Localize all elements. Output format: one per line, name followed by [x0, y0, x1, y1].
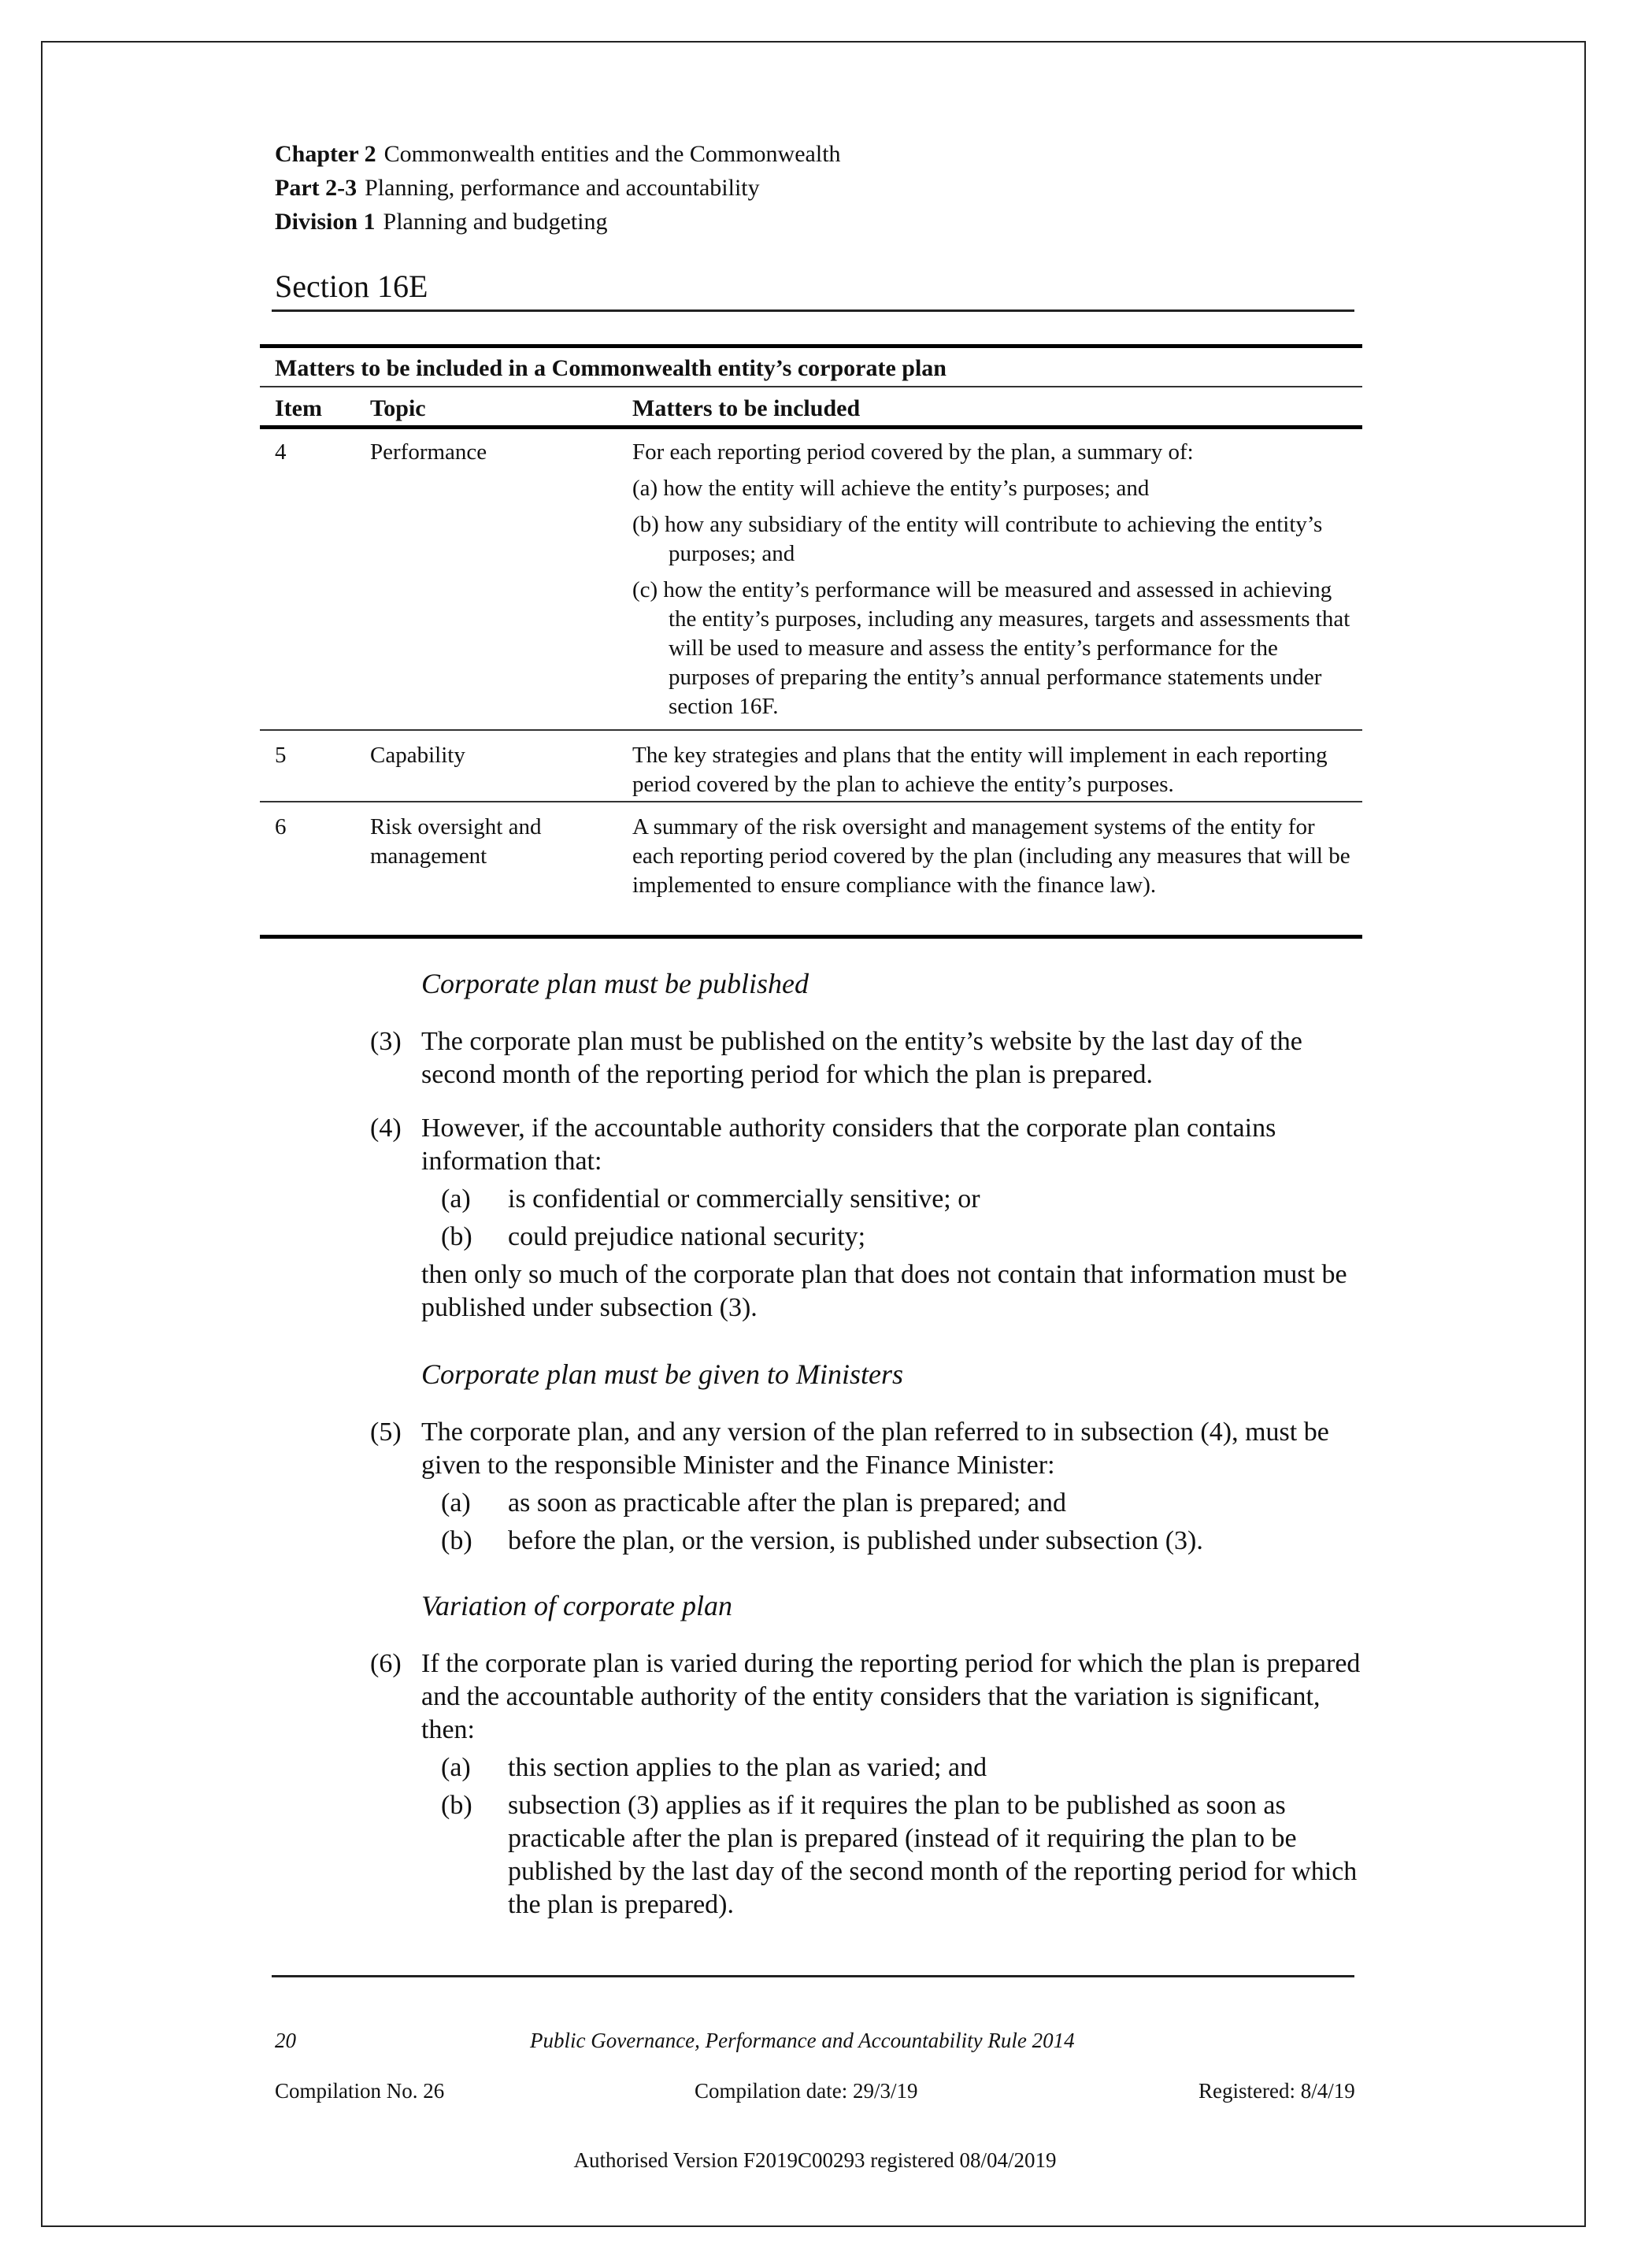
subsection-number: (3) — [370, 1027, 402, 1056]
row-subitem: (c) how the entity’s performance will be measured and assessed in achieving the entity’s purposes, including any measures, targets and assessments that will be used to measure and assess the entity’s performance for the purposes of preparing the entity’s annual performance statements under section 16F. — [632, 577, 1350, 719]
subsection-number: (6) — [370, 1649, 402, 1678]
footer-title: Public Governance, Performance and Accountability Rule 2014 — [530, 2029, 1075, 2052]
paragraph-b: (b) before the plan, or the version, is published under subsection (3). — [441, 1526, 1203, 1555]
paragraph-b: (b) subsection (3) applies as if it requires the plan to be published as soon as practicable after the plan is prepared (instead of it requiring the plan to be published by the last day of the second month of the reporting period for which the plan is prepared). — [441, 1791, 1358, 1919]
division-header: Division 1 Planning and budgeting — [275, 209, 608, 235]
row-subitem: (a) how the entity will achieve the entity’s purposes; and — [632, 476, 1150, 501]
table-row-rule — [260, 729, 1362, 731]
table-cell-topic: Performance — [370, 439, 487, 465]
table-top-rule — [260, 344, 1362, 348]
page-number: 20 — [275, 2029, 296, 2052]
subsection-6 — [370, 1647, 1370, 1922]
subsection-number: (4) — [370, 1114, 402, 1143]
paragraph-a: (a) this section applies to the plan as varied; and — [441, 1753, 987, 1782]
subsection-number: (5) — [370, 1418, 402, 1447]
authorised-version: Authorised Version F2019C00293 registered 08/04/2019 — [573, 2148, 1057, 2172]
table-cell-item: 5 — [275, 743, 287, 768]
subsection-4 — [370, 1112, 1370, 1325]
table-cell-matters: A summary of the risk oversight and management systems of the entity for each reporting period covered by the plan (including any measures that will be implemented to ensure compliance with the finance law). — [632, 814, 1350, 898]
registered-date: Registered: 8/4/19 — [1198, 2079, 1355, 2103]
subsection-3 — [370, 1025, 1370, 1091]
column-header-item: Item — [275, 395, 322, 421]
paragraph-a: (a) as soon as practicable after the plan is prepared; and — [441, 1488, 1066, 1518]
table-cell-matters: The key strategies and plans that the entity will implement in each reporting period covered by the plan to achieve the entity’s purposes. — [632, 743, 1328, 797]
heading-variation: Variation of corporate plan — [421, 1590, 732, 1621]
subsection-text: The corporate plan must be published on the entity’s website by the last day of the second month of the reporting period for which the plan is prepared. — [421, 1027, 1302, 1089]
column-header-topic: Topic — [370, 395, 426, 421]
section-rule — [272, 309, 1354, 312]
section-title: Section 16E — [275, 269, 428, 304]
row-subitem: (b) how any subsidiary of the entity will contribute to achieving the entity’s purposes; and — [632, 512, 1323, 566]
table-caption-rule — [260, 386, 1362, 387]
heading-ministers: Corporate plan must be given to Ministers — [421, 1358, 903, 1390]
table-cell-matters — [632, 438, 1361, 728]
table-row-rule — [260, 801, 1362, 802]
row-intro: For each reporting period covered by the plan, a summary of: — [632, 439, 1194, 465]
footer-rule — [272, 1975, 1354, 1977]
compilation-number: Compilation No. 26 — [275, 2079, 445, 2103]
compilation-date: Compilation date: 29/3/19 — [695, 2079, 918, 2103]
table-caption: Matters to be included in a Commonwealth entity’s corporate plan — [275, 355, 947, 381]
table-cell-topic: Capability — [370, 743, 465, 768]
table-cell-topic: Risk oversight and management — [370, 814, 542, 869]
part-header: Part 2-3 Planning, performance and accountability — [275, 175, 760, 201]
table-bottom-rule — [260, 935, 1362, 939]
chapter-header: Chapter 2 Commonwealth entities and the Commonwealth — [275, 141, 841, 167]
subsection-text: The corporate plan, and any version of the plan referred to in subsection (4), must be given to the responsible Minister and the Finance Minister: — [421, 1418, 1329, 1480]
paragraph-b: (b) could prejudice national security; — [441, 1222, 866, 1251]
heading-published: Corporate plan must be published — [421, 968, 809, 999]
subsection-text: If the corporate plan is varied during the reporting period for which the plan is prepared and the accountable authority of the entity considers that the variation is significant, then: — [421, 1649, 1361, 1744]
subsection-text: However, if the accountable authority considers that the corporate plan contains information that: — [421, 1114, 1276, 1176]
subsection-5 — [370, 1416, 1370, 1558]
paragraph-a: (a) is confidential or commercially sensitive; or — [441, 1184, 980, 1214]
column-header-matters: Matters to be included — [632, 395, 861, 421]
table-cell-item: 6 — [275, 814, 287, 839]
table-header-rule — [260, 425, 1362, 429]
table-cell-item: 4 — [275, 439, 287, 465]
subsection-tail: then only so much of the corporate plan that does not contain that information must be published under subsection (3). — [421, 1260, 1347, 1322]
